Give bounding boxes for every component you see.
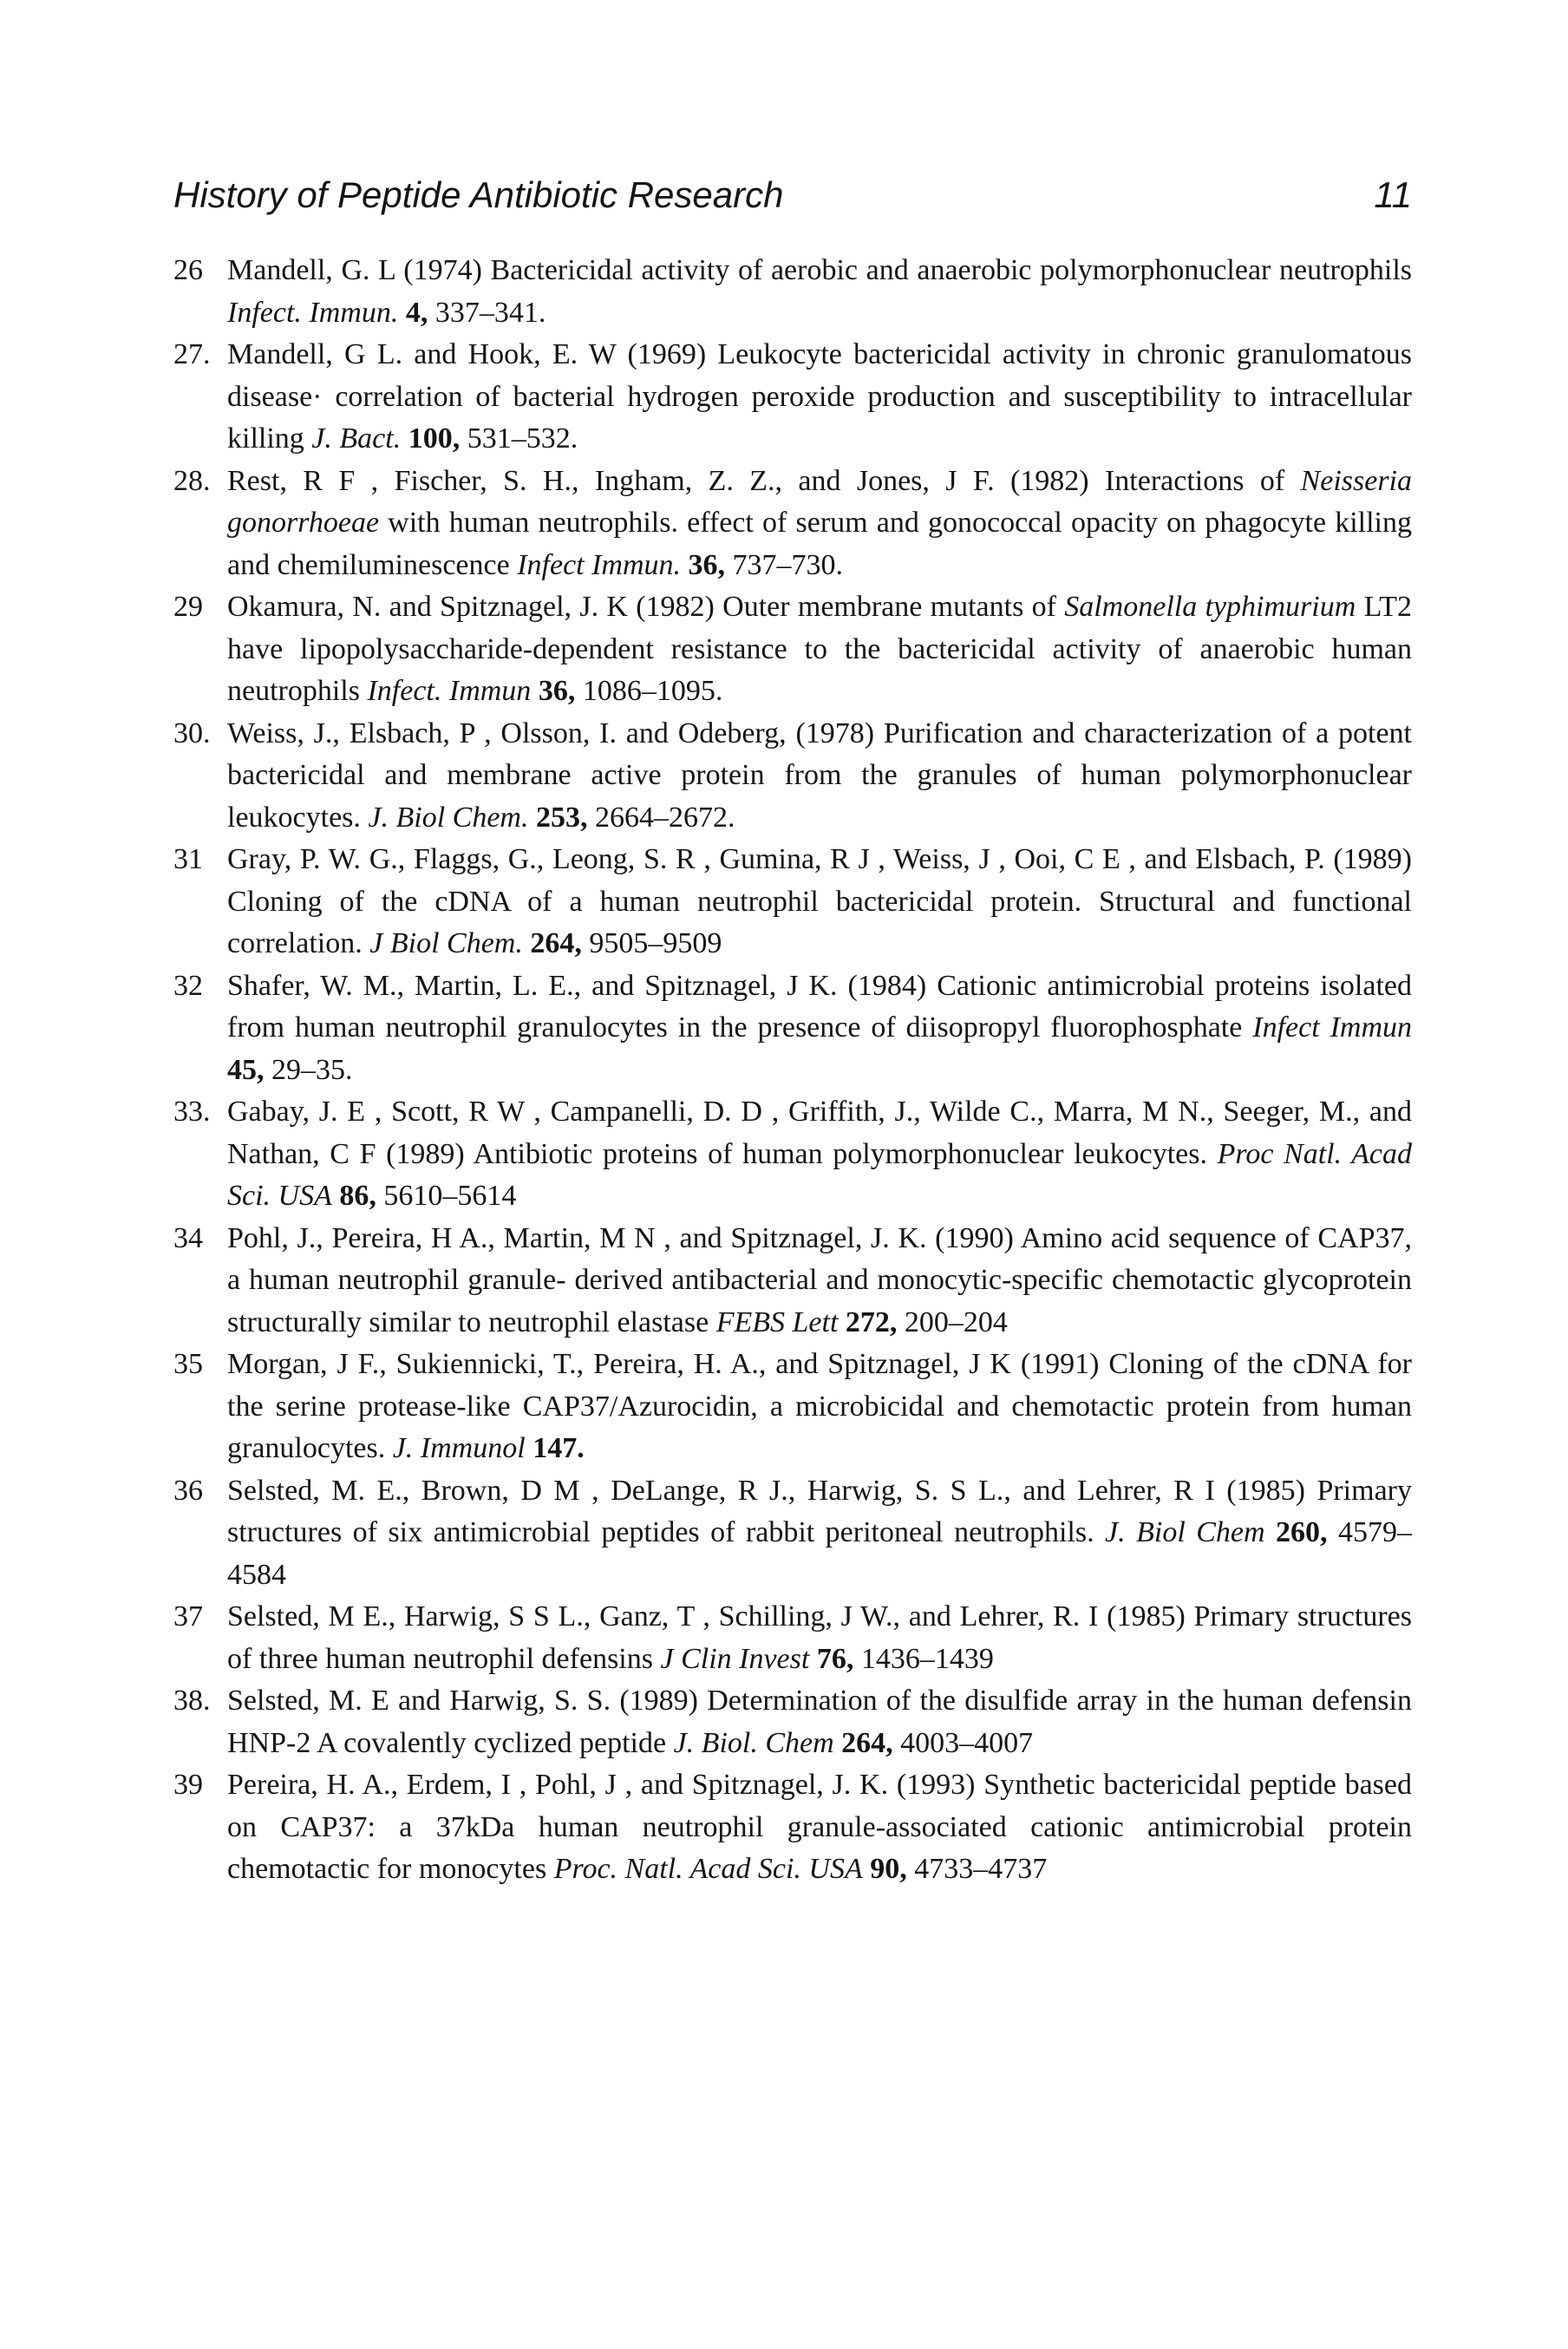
reference-number: 30. [173,716,211,749]
reference-segment [838,1306,846,1338]
reference-item [173,334,1412,461]
reference-segment: 531–532. [460,422,578,455]
reference-text [227,334,1412,461]
reference-volume: 147. [532,1432,585,1464]
reference-item [173,839,1412,965]
reference-text [227,461,1412,587]
reference-italic-segment: Proc Natl. Acad Sci. USA [227,1137,1412,1212]
reference-volume: 100, [408,422,461,455]
reference-text [227,839,1412,965]
reference-segment: 1086–1095. [575,675,723,707]
reference-list [173,250,1412,1891]
reference-volume: 76, [816,1642,854,1675]
reference-number: 34 [173,1221,203,1254]
reference-segment: 5610–5614 [376,1180,517,1212]
reference-italic-segment: J. Biol Chem. [368,801,529,834]
reference-segment: with human neutrophils. effect of serum and gonococcal opacity on phagocyte killing and chemiluminescence [227,507,1412,581]
reference-segment: Selsted, M E., Harwig, S S L., Ganz, T , Schilling, J W., and Lehrer, R. I (1985) Primary structures of three human neutrophil defensins [227,1600,1412,1675]
reference-text [227,586,1412,713]
reference-segment: Mandell, G. L (1974) Bactericidal activity of aerobic and anaerobic polymorphonuclear neutrophils [227,254,1412,286]
reference-segment: 2664–2672. [587,801,735,834]
reference-italic-segment: Proc. Natl. Acad Sci. USA [553,1853,863,1885]
reference-segment: Weiss, J., Elsbach, P , Olsson, I. and Odeberg, (1978) Purification and characterization of a potent bactericidal and membrane active protein from the granules of human polymorphonuclear leukocytes. [227,716,1412,834]
reference-number: 39 [173,1769,203,1801]
reference-italic-segment: J. Immunol [392,1432,526,1464]
reference-segment: 200–204 [897,1305,1008,1338]
reference-number: 32 [173,969,203,1002]
reference-segment: Gray, P. W. G., Flaggs, G., Leong, S. R , Gumina, R J , Weiss, J , Ooi, C E , and Elsbach, P. (1989) Cloning of the cDNA of a human neutrophil bactericidal protein. Structural and functional correlation. [227,843,1412,959]
reference-volume: 45, [227,1053,265,1086]
reference-number: 26 [173,254,203,286]
reference-segment [809,1643,817,1675]
reference-italic-segment: J Clin Invest [660,1642,810,1675]
reference-italic-segment: J. Biol Chem [1105,1516,1265,1548]
reference-item [173,1470,1412,1597]
reference-segment [526,1432,533,1464]
reference-volume: 264, [841,1726,893,1759]
reference-segment: 4579–4584 [227,1516,1413,1591]
reference-number: 27. [173,338,211,370]
reference-segment: Rest, R F , Fischer, S. H., Ingham, Z. Z., and Jones, J F. (1982) Interactions of [227,464,1301,497]
reference-item [173,461,1412,587]
reference-volume: 90, [870,1853,907,1885]
reference-segment [531,675,539,707]
reference-text [227,1680,1412,1764]
reference-volume: 36, [688,548,726,581]
reference-text [227,1470,1412,1597]
reference-item [173,1091,1412,1218]
reference-segment [1265,1516,1276,1548]
reference-segment: Selsted, M. E., Brown, D M , DeLange, R J., Harwig, S. S L., and Lehrer, R I (1985) Primary structures of six antimicrobial peptides of rabbit peritoneal neutrophils. [227,1474,1412,1548]
reference-segment [863,1853,871,1885]
reference-segment [681,549,689,581]
reference-segment [398,297,406,329]
reference-number: 37 [173,1600,203,1633]
reference-segment: 9505–9509 [581,927,722,959]
reference-text [227,1218,1412,1345]
reference-italic-segment: Neisseria gonorrhoeae [227,464,1412,539]
reference-text [227,1344,1412,1470]
reference-volume: 272, [845,1305,898,1338]
reference-item [173,1218,1412,1345]
reference-segment [528,802,536,834]
reference-item [173,1680,1412,1764]
reference-segment: 29–35. [264,1053,353,1086]
reference-segment [401,422,408,455]
reference-segment: Shafer, W. M., Martin, L. E., and Spitznagel, J K. (1984) Cationic antimicrobial proteins isolated from human neutrophil granulocytes in the presence of diisopropyl fluorophosphate [227,969,1412,1044]
reference-item [173,1344,1412,1470]
running-title: History of Peptide Antibiotic Research [173,174,784,215]
reference-text [227,1764,1412,1891]
reference-italic-segment: J. Biol. Chem [673,1726,834,1759]
reference-segment: Mandell, G L. and Hook, E. W (1969) Leukocyte bactericidal activity in chronic granulomatous disease· correlation of bacterial hydrogen peroxide production and susceptibility to intracellular killing [227,338,1412,455]
reference-italic-segment: FEBS Lett [715,1305,839,1338]
reference-segment: Okamura, N. and Spitznagel, J. K (1982) Outer membrane mutants of [227,591,1065,623]
reference-volume: 36, [538,675,576,707]
reference-item [173,1764,1412,1891]
reference-segment: 1436–1439 [853,1642,994,1675]
reference-volume: 260, [1276,1516,1328,1548]
reference-text [227,1596,1412,1680]
reference-segment: Pereira, H. A., Erdem, I , Pohl, J , and Spitznagel, J. K. (1993) Synthetic bactericidal peptide based on CAP37: a 37kDa human neutrophil granule-associated cationic antimicrobial protein chemotactic for monocytes [227,1769,1412,1885]
reference-segment: 4003–4007 [892,1726,1034,1759]
reference-item [173,250,1412,334]
running-header [173,169,1412,221]
reference-text [227,713,1412,840]
reference-italic-segment: Salmonella typhimurium [1064,591,1356,623]
reference-volume: 4, [405,296,428,329]
reference-volume: 253, [535,801,588,834]
reference-item [173,713,1412,840]
reference-text [227,965,1412,1092]
reference-segment: LT2 have lipopolysaccharide-dependent resistance to the bactericidal activity of anaerobic human neutrophils [227,591,1412,707]
reference-italic-segment: Infect. Immun. [227,296,399,329]
reference-number: 29 [173,591,203,623]
reference-italic-segment: J Biol Chem. [369,927,523,959]
reference-number: 31 [173,843,203,875]
reference-volume: 86, [339,1180,376,1212]
reference-item [173,965,1412,1092]
reference-segment: Morgan, J F., Sukiennicki, T., Pereira, H. A., and Spitznagel, J K (1991) Cloning of the cDNA for the serine protease-like CAP37/Azurocidin, a microbicidal and chemotactic protein from human granulocytes. [227,1348,1412,1464]
reference-segment: Pohl, J., Pereira, H A., Martin, M N , and Spitznagel, J. K. (1990) Amino acid sequence of CAP37, a human neutrophil granule- derived antibacterial and monocytic-specific chemotactic glycoprotein structurally similar to neutrophil elastase [227,1221,1412,1338]
reference-segment: 4733–4737 [906,1853,1048,1885]
reference-item [173,1596,1412,1680]
page-number: 11 [1374,174,1412,215]
reference-segment: Selsted, M. E and Harwig, S. S. (1989) Determination of the disulfide array in the human defensin HNP-2 A covalently cyclized peptide [227,1685,1412,1759]
reference-italic-segment: Infect. Immun [367,675,532,707]
reference-segment: 737–730. [725,548,844,581]
reference-italic-segment: J. Bact. [311,422,402,455]
reference-number: 36 [173,1474,203,1507]
reference-segment [834,1727,842,1759]
reference-italic-segment: Infect Immun [1252,1011,1413,1044]
reference-number: 38. [173,1685,211,1717]
reference-segment: 337–341. [428,296,546,329]
reference-item [173,586,1412,713]
reference-segment: Gabay, J. E , Scott, R W , Campanelli, D. D , Griffith, J., Wilde C., Marra, M N., Seeger, M., and Nathan, C F (1989) Antibiotic proteins of human polymorphonuclear leukocytes. [227,1096,1412,1170]
reference-volume: 264, [530,927,582,959]
reference-text [227,1091,1412,1218]
reference-text [227,250,1412,334]
reference-number: 33. [173,1096,211,1128]
reference-number: 35 [173,1348,203,1380]
reference-number: 28. [173,464,211,497]
reference-italic-segment: Infect Immun. [517,548,682,581]
